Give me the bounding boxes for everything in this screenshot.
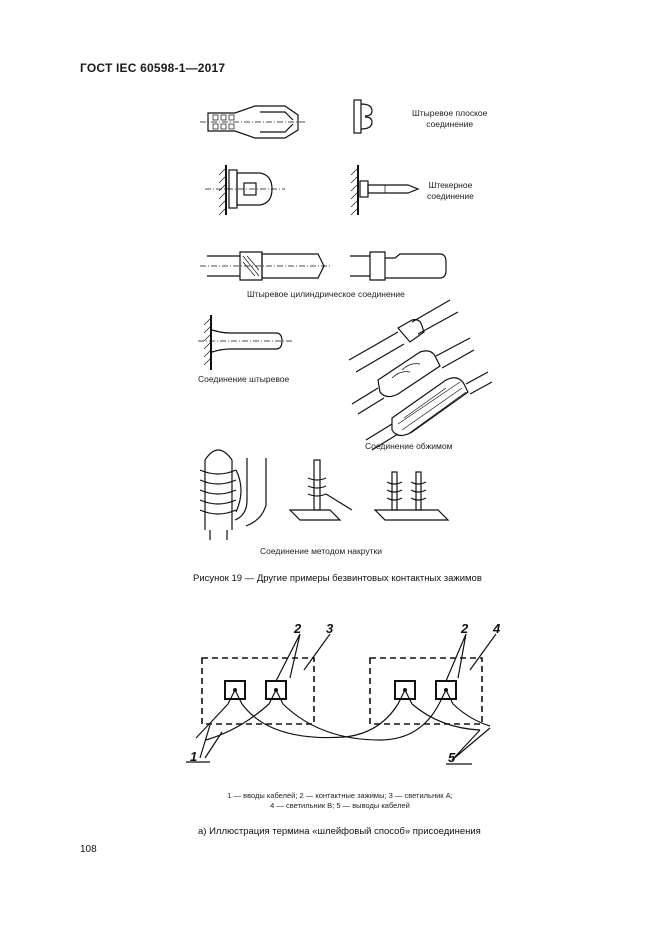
- diagram-a-caption: а) Иллюстрация термина «шлейфовый способ» присоединения: [198, 826, 481, 837]
- wrap-post-drawing-single: [290, 460, 352, 520]
- document-header: ГОСТ IEC 60598-1—2017: [80, 61, 226, 75]
- cylindrical-socket-drawing: [200, 252, 330, 280]
- label-cylindrical: Штыревое цилиндрическое соединение: [247, 289, 405, 299]
- callout-5: 5: [448, 750, 456, 765]
- callout-2-left: 2: [294, 621, 302, 636]
- plug-pin-drawing: [351, 165, 418, 215]
- diagram-legend: 1 — вводы кабелей; 2 — контактные зажимы; 3 — светильник А; 4 — светильник В; 5 — выводы кабелей: [227, 791, 453, 810]
- wrap-post-drawing-double: [375, 472, 448, 520]
- looping-diagram: [186, 621, 501, 765]
- plug-socket-drawing: [205, 165, 285, 215]
- page-number: 108: [80, 844, 97, 855]
- callout-2-right: 2: [461, 621, 469, 636]
- callout-1: 1: [190, 749, 198, 764]
- flat-pin-terminal-drawing: [200, 106, 305, 138]
- crimp-connection-drawing: [349, 300, 492, 450]
- label-flat-pin: Штыревое плоское соединение: [412, 108, 488, 129]
- cylindrical-pin-drawing: [350, 252, 446, 280]
- label-wrap: Соединение методом накрутки: [260, 546, 382, 556]
- flat-pin-side-drawing: [354, 100, 372, 133]
- pin-connection-drawing: [198, 315, 293, 370]
- callout-4: 4: [493, 621, 501, 636]
- label-pin: Соединение штыревое: [198, 374, 290, 384]
- label-crimp: Соединение обжимом: [365, 441, 453, 451]
- figure-19-caption: Рисунок 19 — Другие примеры безвинтовых контактных зажимов: [193, 573, 482, 584]
- wrap-connection-drawing: [200, 450, 266, 540]
- callout-3: 3: [326, 621, 334, 636]
- label-plug: Штекерное соединение: [427, 180, 474, 201]
